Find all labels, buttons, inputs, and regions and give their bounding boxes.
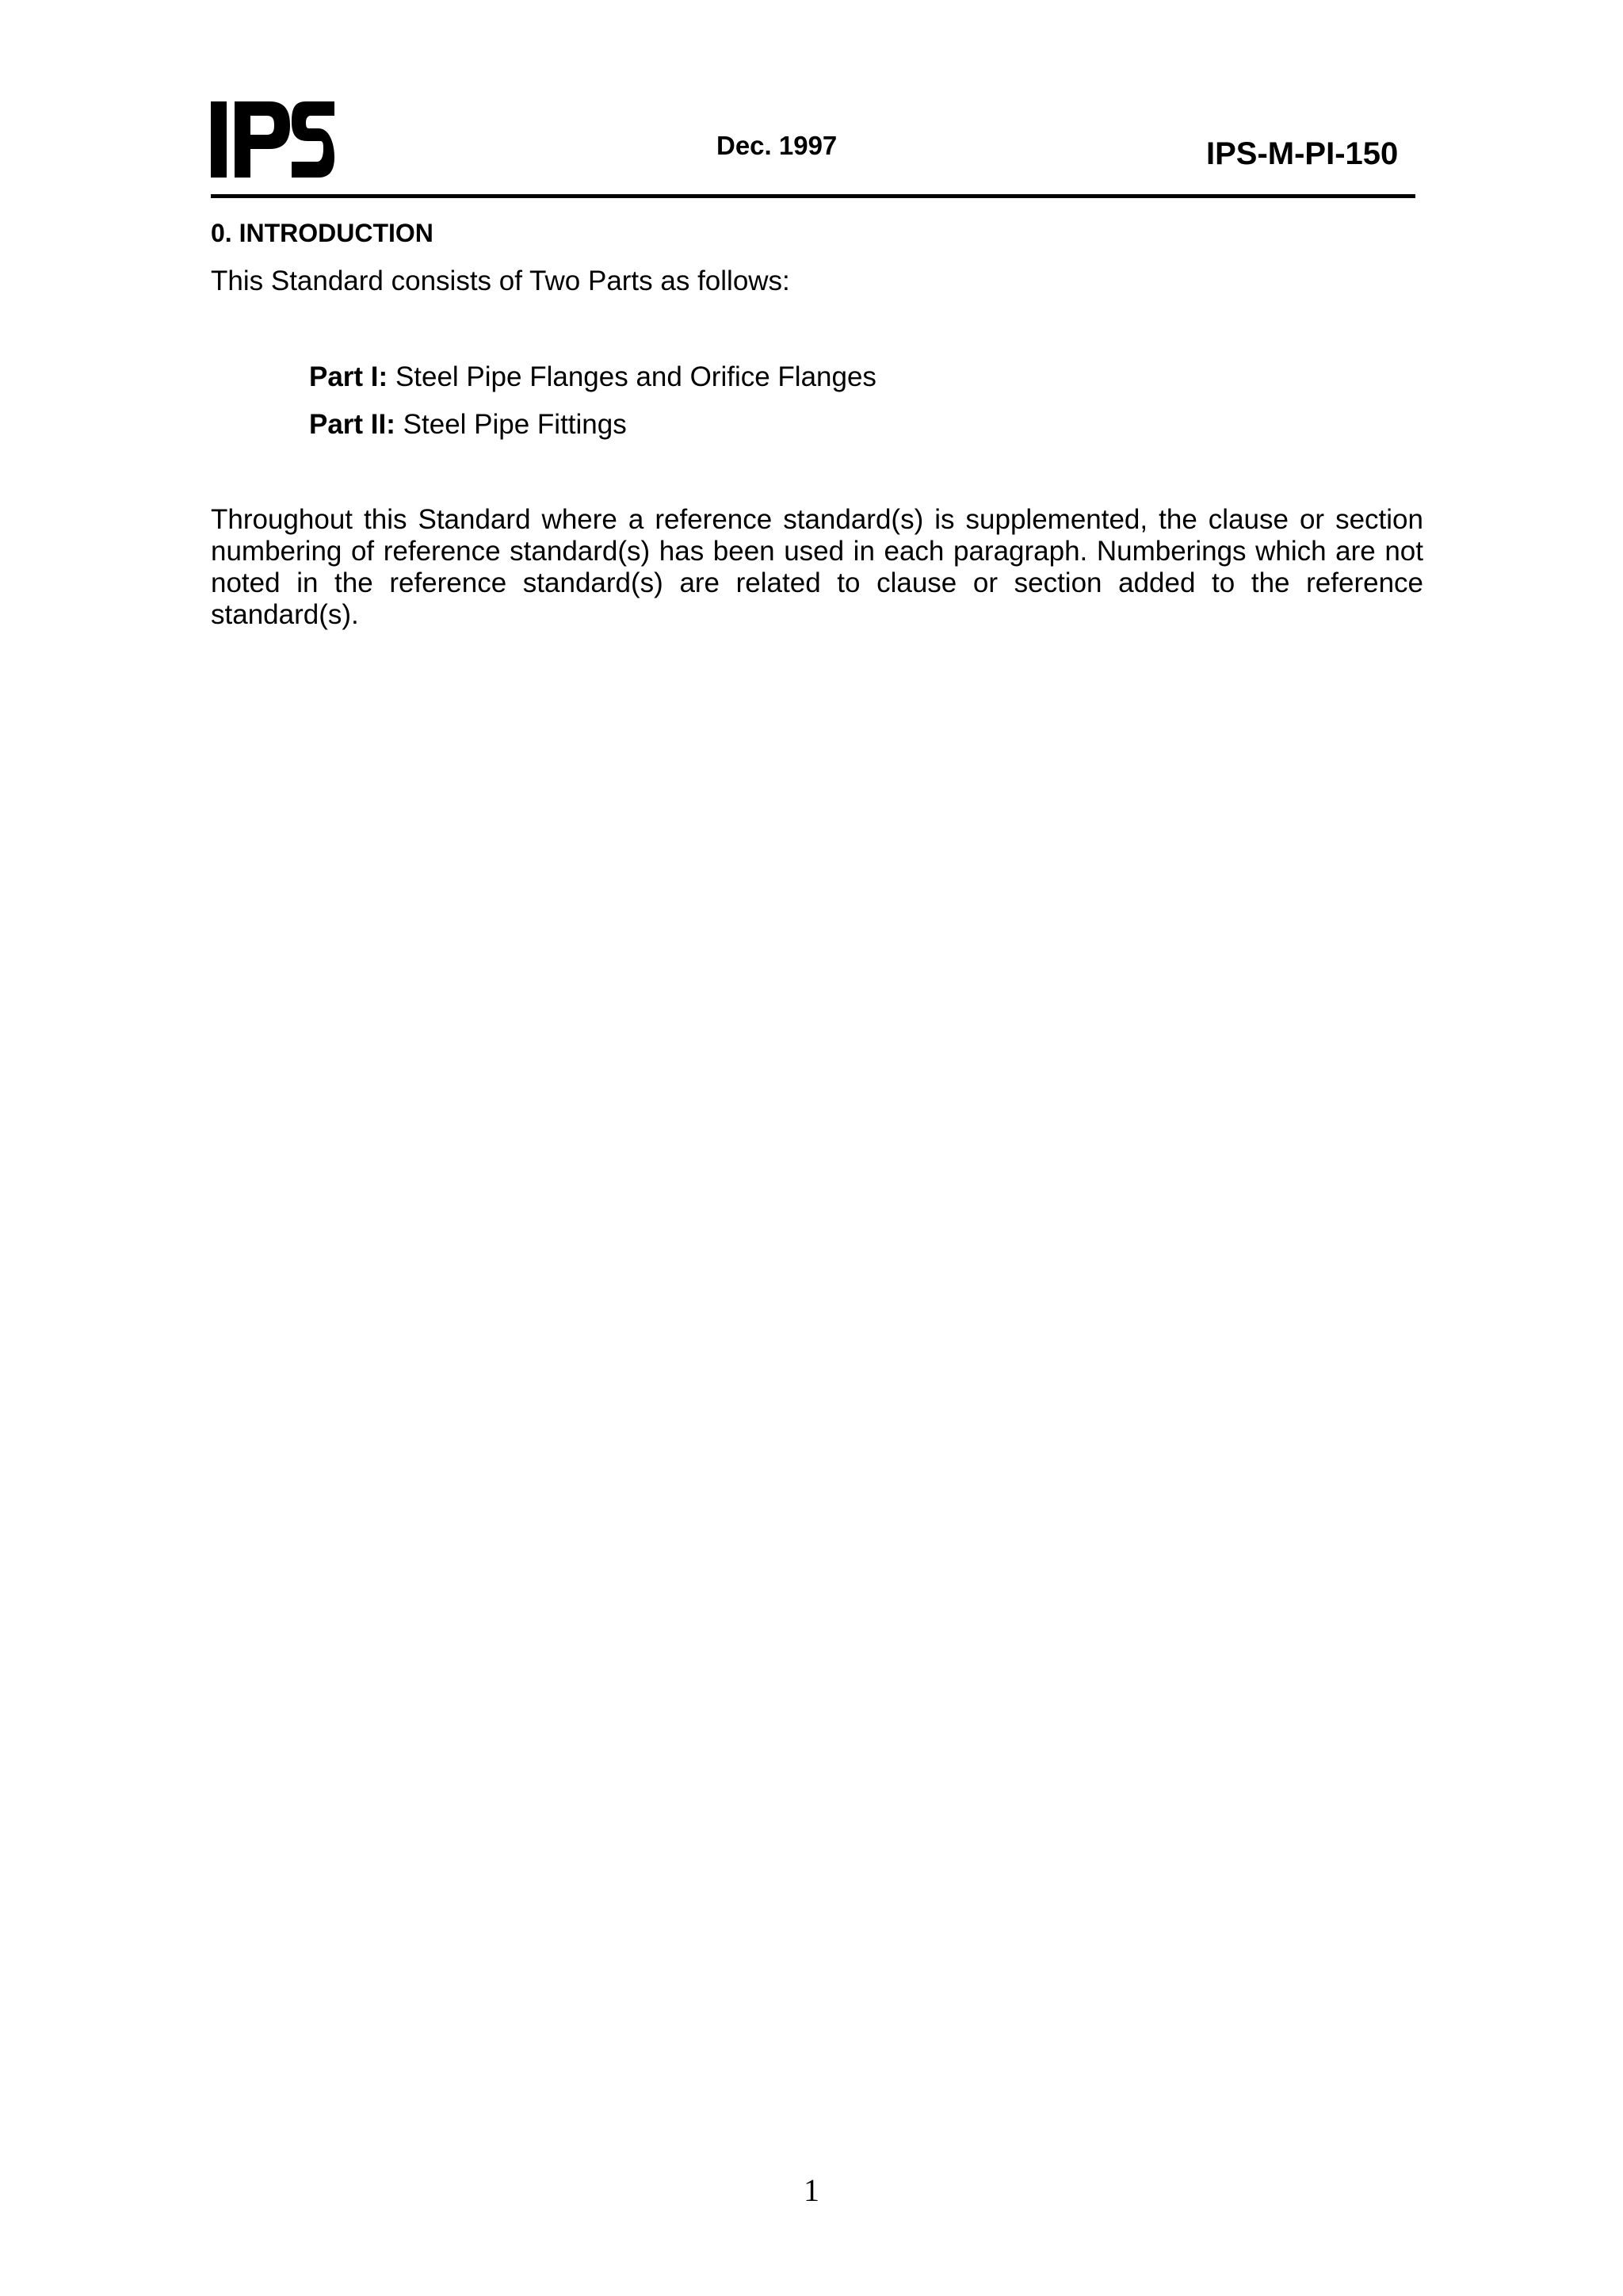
body-paragraph: Throughout this Standard where a reference standard(s) is supplemented, the clause or section numbering of reference standard(s) has been used in each paragraph. Numberings which are not noted in the reference standard(s) are related to clause or section added to the reference standard(s). [211, 504, 1423, 630]
part-title: Steel Pipe Flanges and Orifice Flanges [395, 361, 876, 392]
part-label: Part I: [309, 361, 388, 392]
part-item [309, 409, 627, 441]
part-item [309, 361, 876, 393]
section-title: 0. INTRODUCTION [211, 219, 433, 247]
ips-logo [211, 101, 334, 178]
page-number: 1 [804, 2172, 819, 2208]
header-divider [211, 194, 1415, 198]
intro-text: This Standard consists of Two Parts as follows: [211, 266, 790, 296]
part-title: Steel Pipe Fittings [403, 409, 627, 440]
document-code: IPS-M-PI-150 [1206, 136, 1399, 171]
part-label: Part II: [309, 409, 395, 440]
header-date: Dec. 1997 [716, 131, 838, 160]
